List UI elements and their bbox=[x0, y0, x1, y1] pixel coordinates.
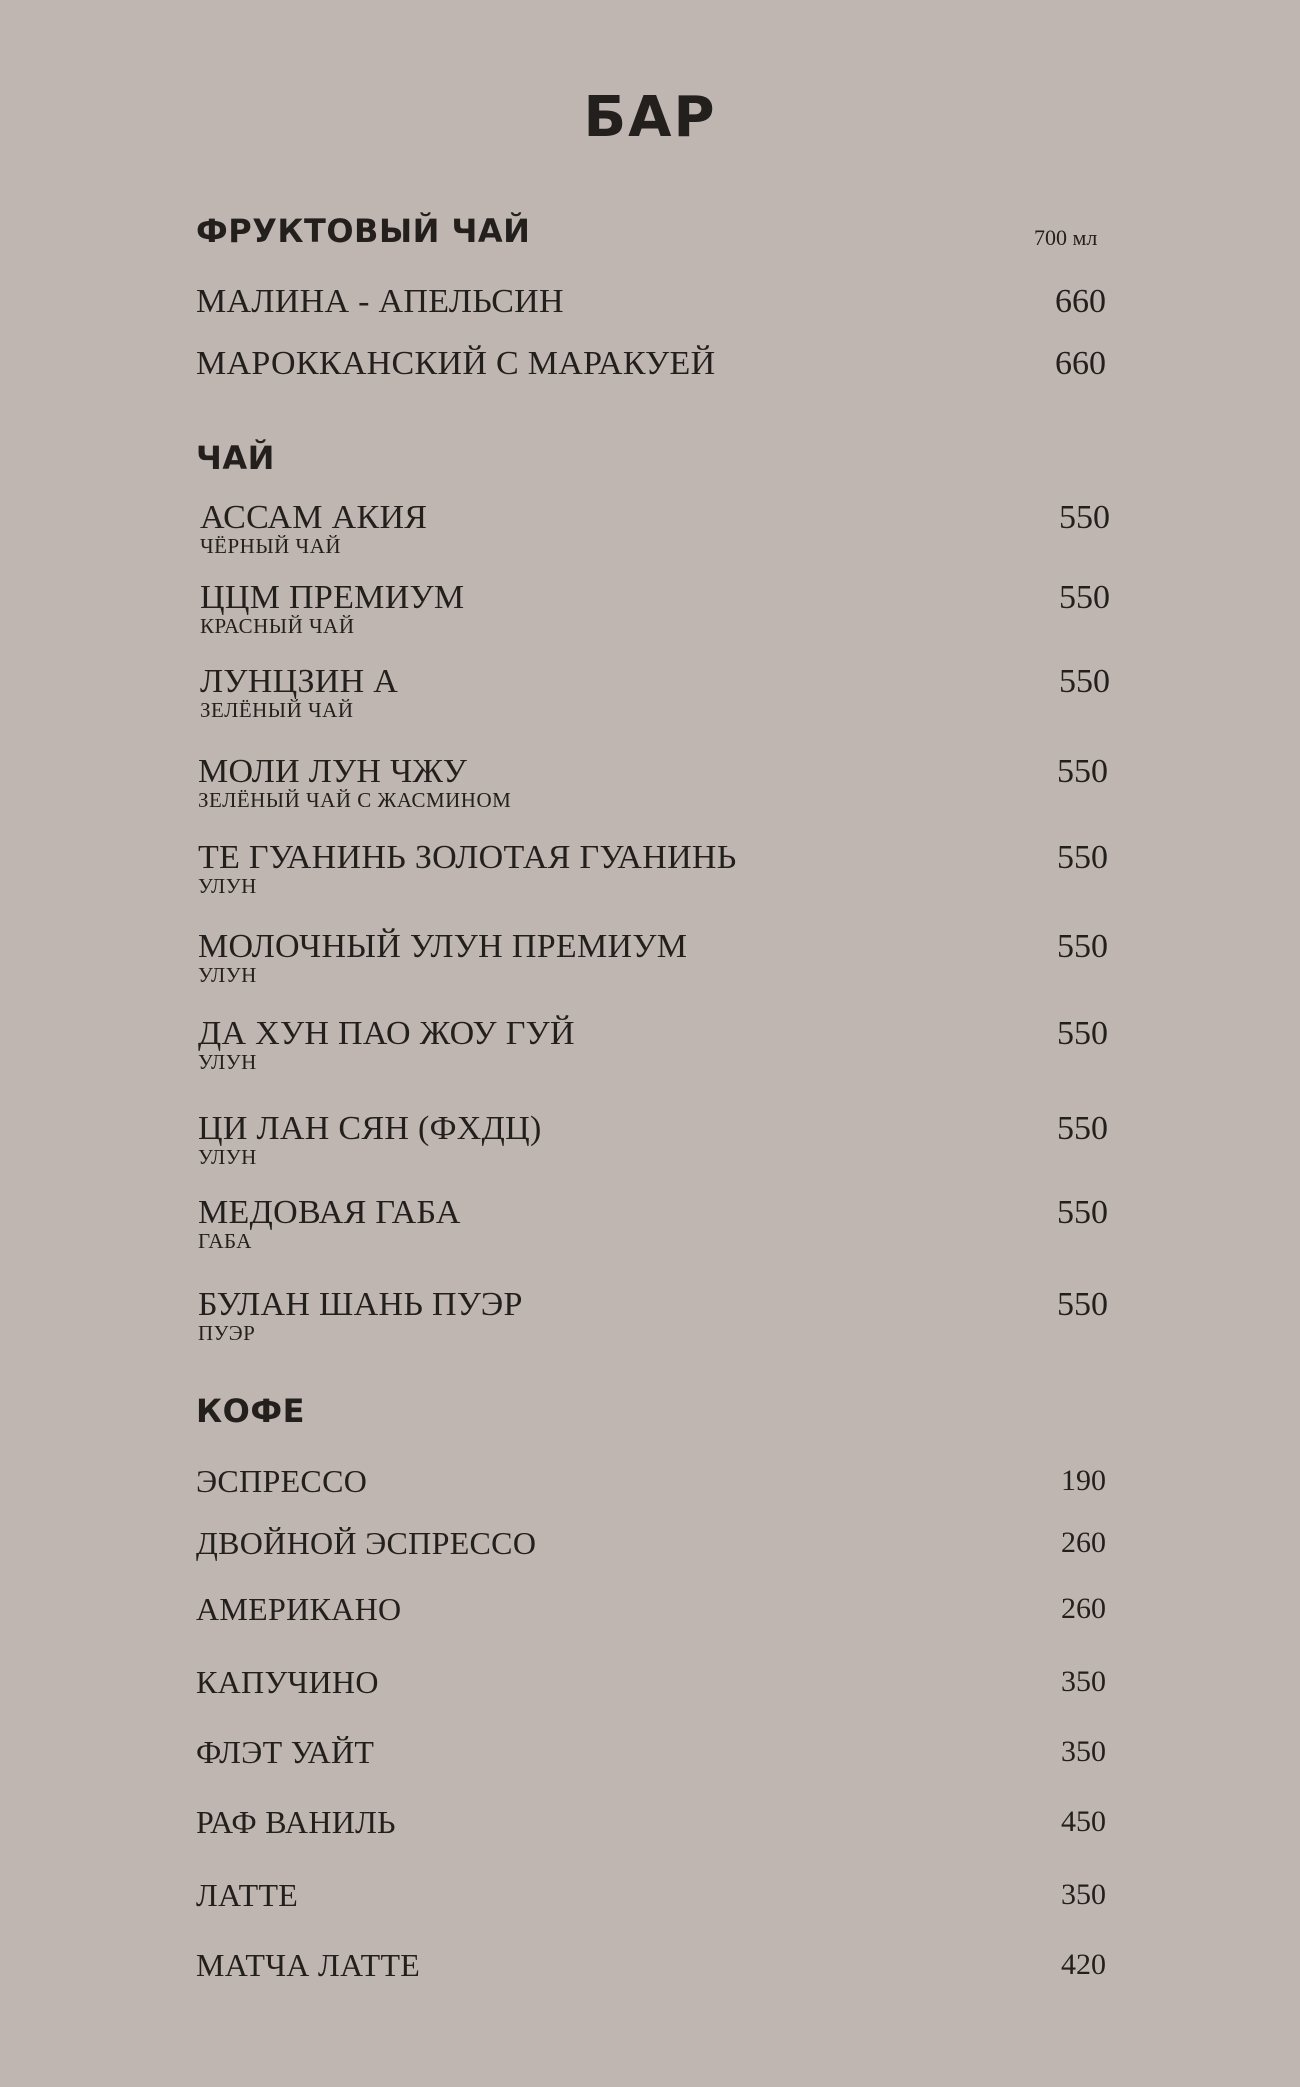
menu-item bbox=[200, 578, 1110, 638]
menu-item bbox=[196, 1523, 1106, 1563]
item-name: ЦЦМ ПРЕМИУМ bbox=[200, 579, 465, 616]
item-name: МОЛИ ЛУН ЧЖУ bbox=[198, 753, 468, 790]
menu-item bbox=[196, 1732, 1106, 1772]
item-name: ЛАТТЕ bbox=[196, 1877, 299, 1913]
item-name: АМЕРИКАНО bbox=[196, 1591, 402, 1627]
item-name: БУЛАН ШАНЬ ПУЭР bbox=[198, 1286, 523, 1323]
menu-item bbox=[200, 662, 1110, 722]
item-name: ДВОЙНОЙ ЭСПРЕССО bbox=[196, 1525, 537, 1561]
item-price: 660 bbox=[1055, 283, 1106, 320]
item-price: 450 bbox=[1061, 1805, 1106, 1838]
item-price: 550 bbox=[1059, 579, 1110, 616]
item-price: 550 bbox=[1059, 499, 1110, 536]
menu-item bbox=[198, 1109, 1108, 1169]
item-category: ЗЕЛЁНЫЙ ЧАЙ bbox=[200, 698, 354, 722]
item-name: АССАМ АКИЯ bbox=[200, 499, 428, 536]
item-name: ДА ХУН ПАО ЖОУ ГУЙ bbox=[198, 1015, 575, 1052]
menu-item bbox=[200, 498, 1110, 558]
item-name: КАПУЧИНО bbox=[196, 1664, 379, 1700]
item-category: УЛУН bbox=[198, 1050, 257, 1074]
item-category: УЛУН bbox=[198, 1145, 257, 1169]
item-price: 550 bbox=[1059, 663, 1110, 700]
menu-item bbox=[196, 1461, 1106, 1501]
item-name: МАРОККАНСКИЙ С МАРАКУЕЙ bbox=[196, 345, 716, 382]
item-name: ЦИ ЛАН СЯН (ФХДЦ) bbox=[198, 1110, 542, 1147]
menu-item bbox=[196, 282, 1106, 322]
item-category: ГАБА bbox=[198, 1229, 252, 1253]
menu-item bbox=[198, 1014, 1108, 1074]
item-price: 550 bbox=[1057, 1194, 1108, 1231]
item-price: 260 bbox=[1061, 1592, 1106, 1625]
item-price: 260 bbox=[1061, 1526, 1106, 1559]
menu-item bbox=[196, 1802, 1106, 1842]
item-name: МЕДОВАЯ ГАБА bbox=[198, 1194, 461, 1231]
item-name: МАТЧА ЛАТТЕ bbox=[196, 1947, 421, 1983]
item-price: 550 bbox=[1057, 928, 1108, 965]
item-price: 550 bbox=[1057, 753, 1108, 790]
menu-item bbox=[198, 838, 1108, 898]
section-title-coffee: КОФЕ bbox=[196, 1392, 305, 1430]
section-title-tea: ЧАЙ bbox=[196, 439, 275, 477]
item-price: 550 bbox=[1057, 1015, 1108, 1052]
item-name: ФЛЭТ УАЙТ bbox=[196, 1734, 375, 1770]
item-category: ЗЕЛЁНЫЙ ЧАЙ С ЖАСМИНОМ bbox=[198, 788, 512, 812]
item-price: 550 bbox=[1057, 1286, 1108, 1323]
item-category: УЛУН bbox=[198, 963, 257, 987]
item-name: МАЛИНА - АПЕЛЬСИН bbox=[196, 283, 564, 320]
item-price: 190 bbox=[1061, 1464, 1106, 1497]
item-category: ПУЭР bbox=[198, 1321, 256, 1345]
item-category: ЧЁРНЫЙ ЧАЙ bbox=[200, 534, 342, 558]
item-name: ЛУНЦЗИН А bbox=[200, 663, 399, 700]
menu-item bbox=[198, 1193, 1108, 1253]
section-title-fruit-tea: ФРУКТОВЫЙ ЧАЙ bbox=[196, 212, 531, 250]
menu-item bbox=[196, 1945, 1106, 1985]
menu-item bbox=[198, 752, 1108, 812]
menu-item bbox=[196, 1662, 1106, 1702]
page-title: БАР bbox=[583, 85, 717, 150]
item-name: ЭСПРЕССО bbox=[196, 1463, 368, 1499]
item-category: УЛУН bbox=[198, 874, 257, 898]
item-price: 550 bbox=[1057, 1110, 1108, 1147]
item-price: 350 bbox=[1061, 1878, 1106, 1911]
item-price: 350 bbox=[1061, 1735, 1106, 1768]
menu-item bbox=[196, 1875, 1106, 1915]
item-category: КРАСНЫЙ ЧАЙ bbox=[200, 614, 355, 638]
item-price: 350 bbox=[1061, 1665, 1106, 1698]
menu-item bbox=[196, 1589, 1106, 1629]
item-name: МОЛОЧНЫЙ УЛУН ПРЕМИУМ bbox=[198, 928, 688, 965]
item-price: 660 bbox=[1055, 345, 1106, 382]
item-price: 420 bbox=[1061, 1948, 1106, 1981]
item-price: 550 bbox=[1057, 839, 1108, 876]
item-name: ТЕ ГУАНИНЬ ЗОЛОТАЯ ГУАНИНЬ bbox=[198, 839, 737, 876]
volume-label: 700 мл bbox=[1034, 225, 1098, 250]
item-name: РАФ ВАНИЛЬ bbox=[196, 1804, 396, 1840]
menu-item bbox=[198, 1285, 1108, 1345]
menu-item bbox=[198, 927, 1108, 987]
menu-item bbox=[196, 344, 1106, 384]
